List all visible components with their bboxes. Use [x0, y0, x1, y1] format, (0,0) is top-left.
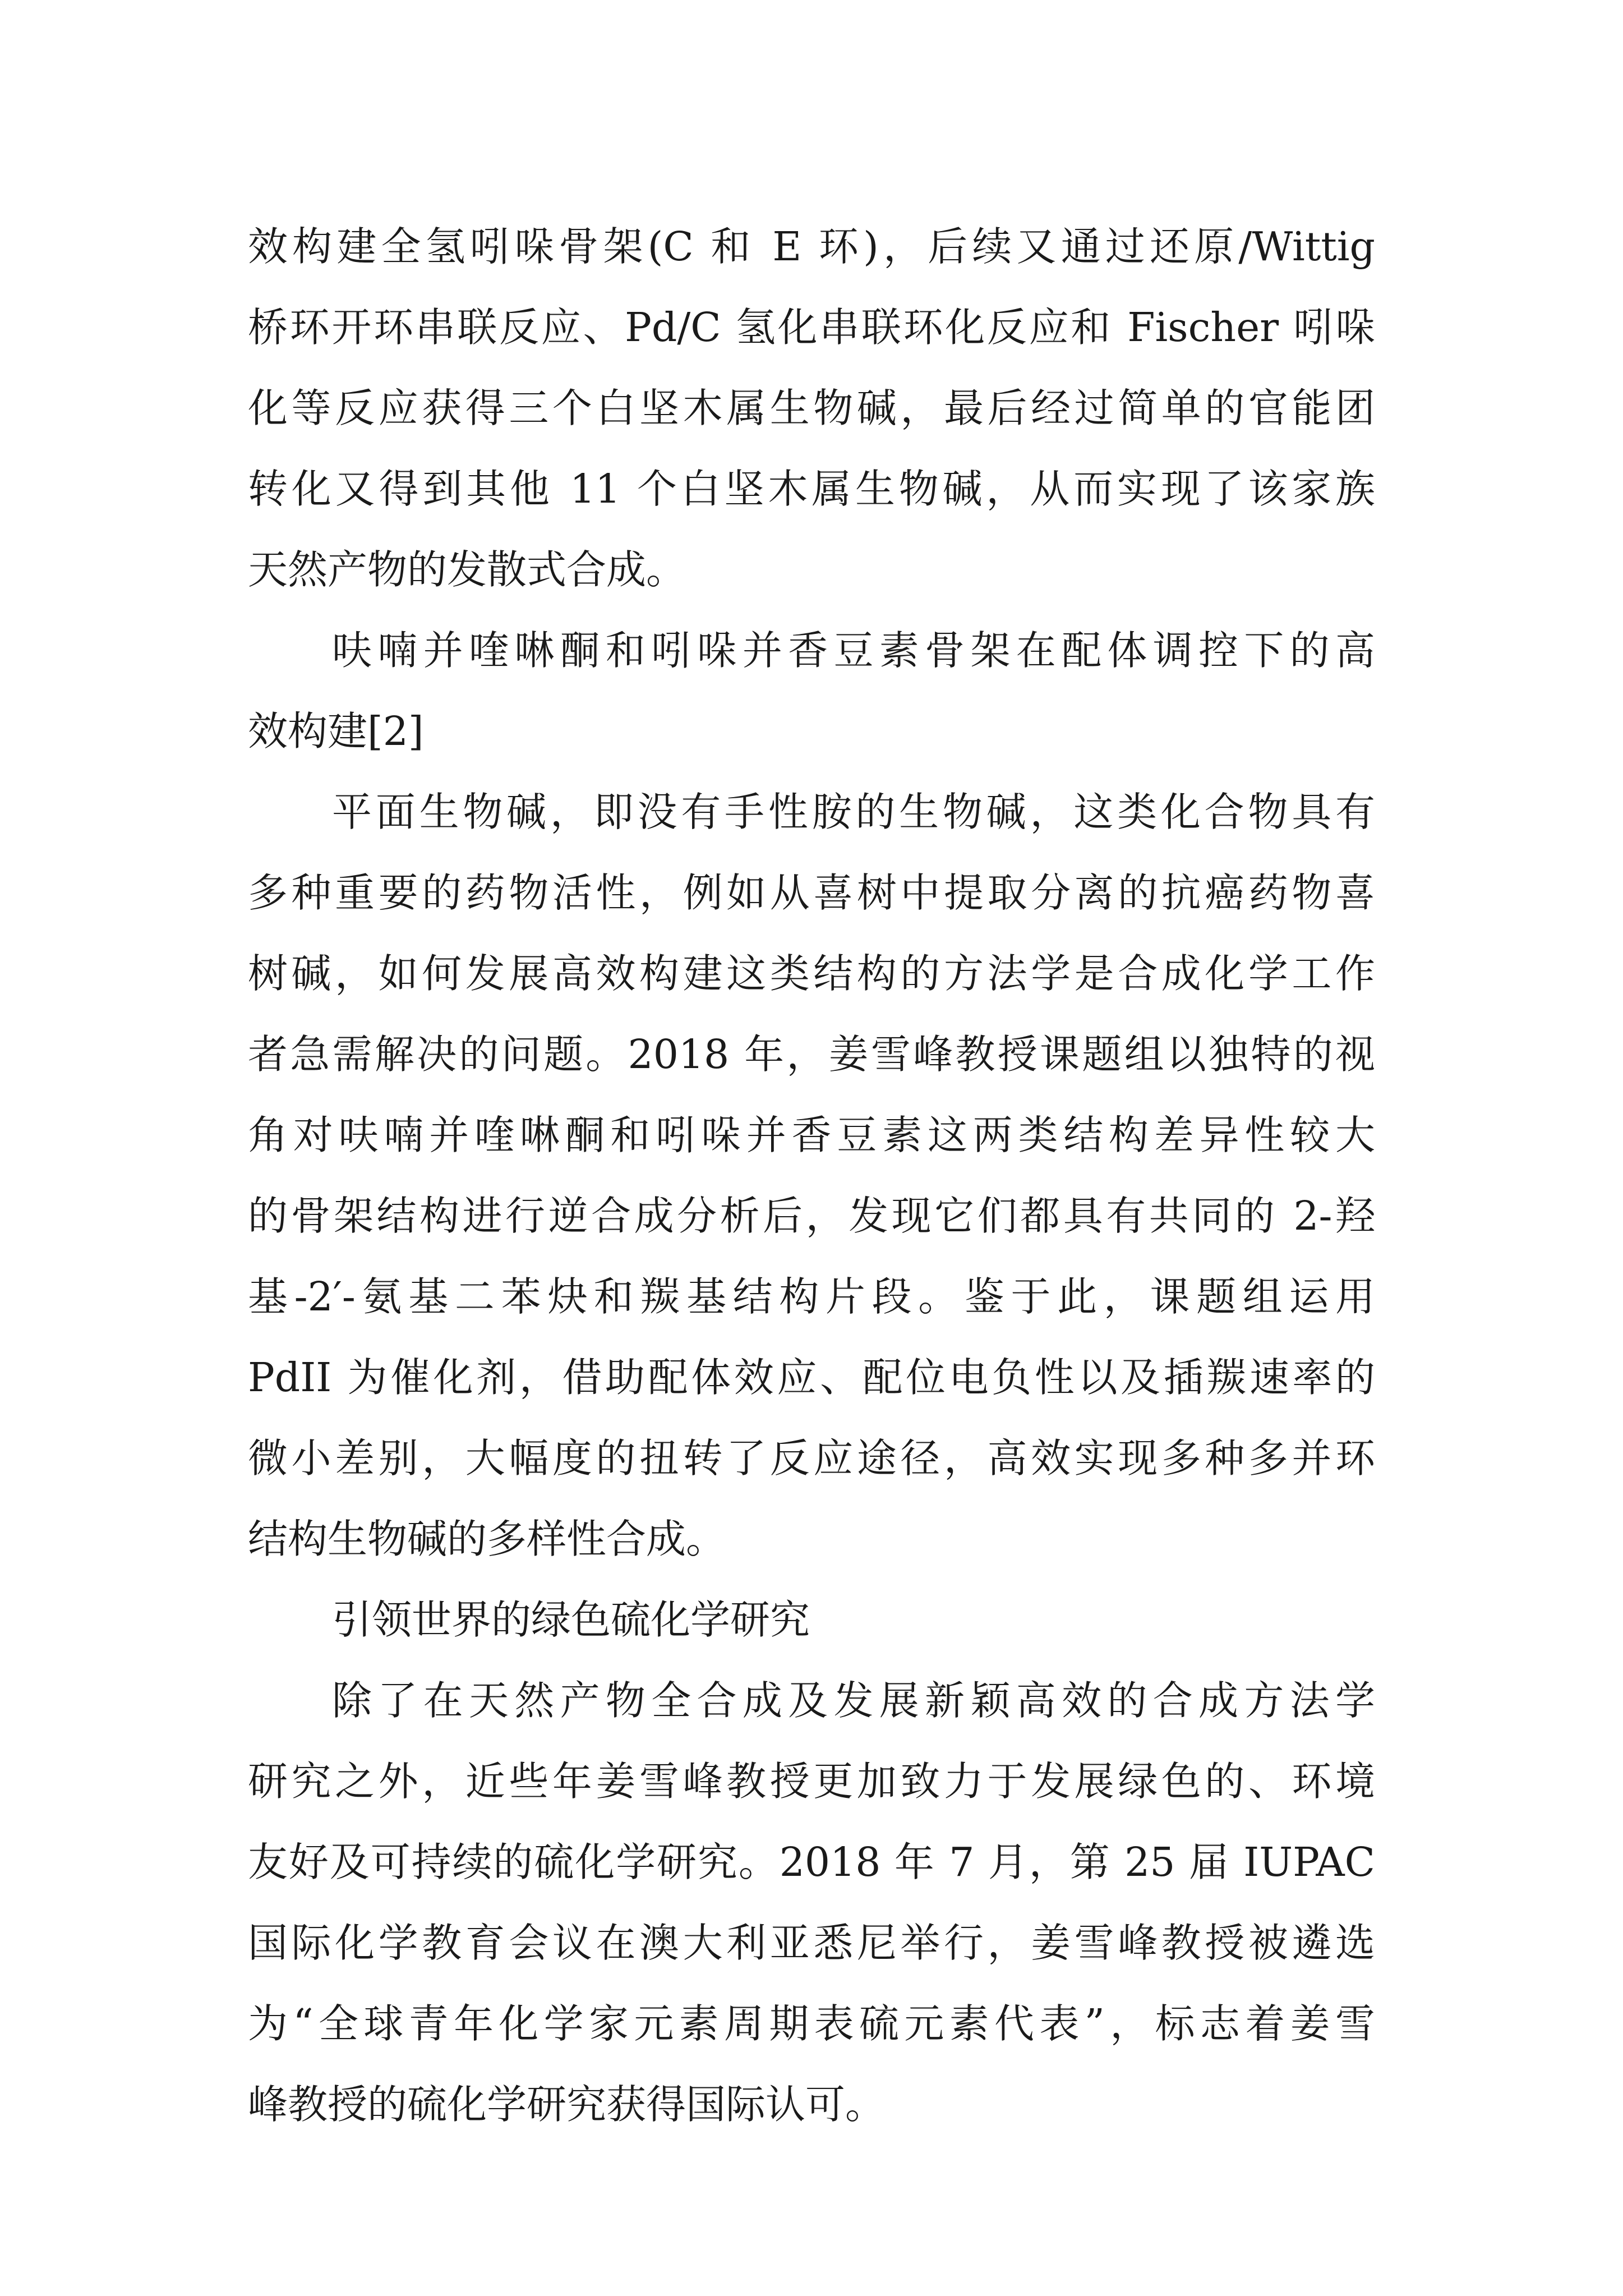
text-line: 角对呋喃并喹啉酮和吲哚并香豆素这两类结构差异性较大	[248, 1112, 1375, 1158]
text-line: 效构建全氢吲哚骨架(C 和 E 环)，后续又通过还原/Wittig	[248, 223, 1375, 270]
text-line: 的骨架结构进行逆合成分析后，发现它们都具有共同的 2-羟	[248, 1193, 1375, 1239]
text-line: 化等反应获得三个白坚木属生物碱，最后经过简单的官能团	[248, 385, 1375, 431]
text-line: 研究之外，近些年姜雪峰教授更加致力于发展绿色的、环境	[248, 1758, 1375, 1805]
text-line: 友好及可持续的硫化学研究。2018 年 7 月，第 25 届 IUPAC	[248, 1839, 1375, 1885]
text-line: 国际化学教育会议在澳大利亚悉尼举行，姜雪峰教授被遴选	[248, 1920, 1375, 1966]
section-heading: 效构建[2]	[248, 708, 424, 754]
text-line: 微小差别，大幅度的扭转了反应途径，高效实现多种多并环	[248, 1435, 1375, 1481]
section-heading: 引领世界的绿色硫化学研究	[332, 1596, 810, 1643]
section-heading: 呋喃并喹啉酮和吲哚并香豆素骨架在配体调控下的高	[332, 627, 1375, 674]
text-line: 除了在天然产物全合成及发展新颖高效的合成方法学	[332, 1677, 1375, 1724]
text-line: 者急需解决的问题。2018 年，姜雪峰教授课题组以独特的视	[248, 1031, 1375, 1078]
text-line: PdII 为催化剂，借助配体效应、配位电负性以及插羰速率的	[248, 1354, 1375, 1401]
text-line: 多种重要的药物活性，例如从喜树中提取分离的抗癌药物喜	[248, 869, 1375, 916]
text-line: 为“全球青年化学家元素周期表硫元素代表”，标志着姜雪	[248, 2000, 1375, 2047]
text-line: 基-2′-氨基二苯炔和羰基结构片段。鉴于此，课题组运用	[248, 1273, 1375, 1320]
text-line: 平面生物碱，即没有手性胺的生物碱，这类化合物具有	[332, 789, 1375, 835]
text-line: 树碱，如何发展高效构建这类结构的方法学是合成化学工作	[248, 950, 1375, 997]
text-line: 结构生物碱的多样性合成。	[248, 1516, 726, 1562]
text-line: 桥环开环串联反应、Pd/C 氢化串联环化反应和 Fischer 吲哚	[248, 304, 1375, 351]
text-line: 峰教授的硫化学研究获得国际认可。	[248, 2081, 886, 2128]
text-line: 转化又得到其他 11 个白坚木属生物碱，从而实现了该家族	[248, 466, 1375, 512]
text-line: 天然产物的发散式合成。	[248, 546, 686, 593]
